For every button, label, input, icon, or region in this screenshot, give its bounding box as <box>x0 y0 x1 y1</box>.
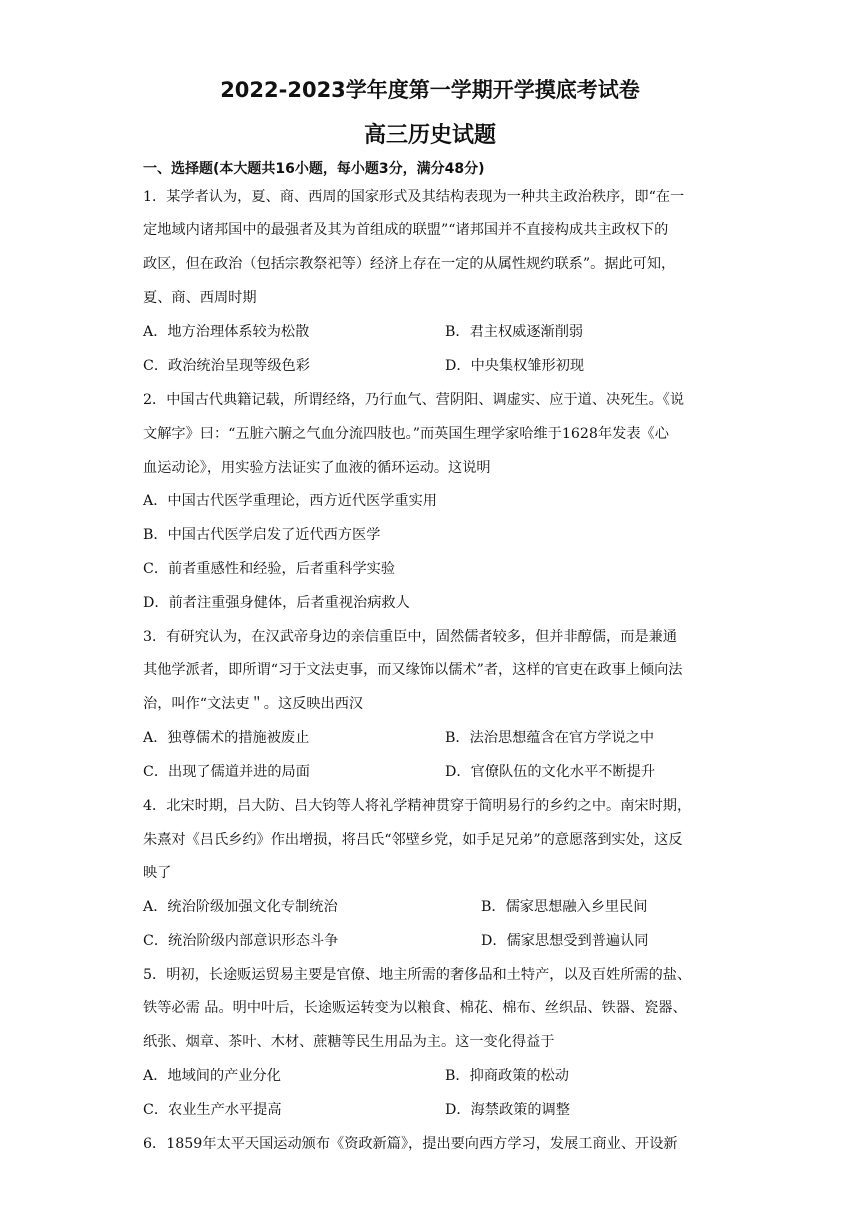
q4-option-a[interactable]: A．统治阶级加强文化专制统治 <box>143 899 338 915</box>
q5-option-b[interactable]: B．抑商政策的松动 <box>445 1068 569 1084</box>
q4-line-2: 朱熹对《吕氏乡约》作出增损，将吕氏“邻壁乡党，如手足兄弟”的意愿落到实处，这反 <box>143 832 683 848</box>
q2-line-1: 2．中国古代典籍记载，所谓经络，乃行血气、营阴阳、调虚实、应于道、决死生。《说 <box>143 392 685 408</box>
q1-option-a[interactable]: A．地方治理体系较为松散 <box>143 324 310 340</box>
q2-line-2: 文解字》曰：“五脏六腑之气血分流四肢也。”而英国生理学家哈维于1628年发表《心 <box>143 426 669 442</box>
exam-subtitle: 高三历史试题 <box>363 123 496 148</box>
q3-option-c[interactable]: C．出现了儒道并进的局面 <box>143 764 310 780</box>
q4-line-3: 映了 <box>143 865 172 881</box>
q1-line-1: 1．某学者认为，夏、商、西周的国家形式及其结构表现为一种共主政治秩序，即“在一 <box>143 189 685 205</box>
q5-option-d[interactable]: D．海禁政策的调整 <box>445 1102 570 1118</box>
q4-option-b[interactable]: B．儒家思想融入乡里民间 <box>481 899 648 915</box>
q5-line-3: 纸张、烟章、茶叶、木材、蔗糖等民生用品为主。这一变化得益于 <box>143 1034 555 1050</box>
q5-line-1: 5．明初，长途贩运贸易主要是官僚、地主所需的奢侈品和土特产，以及百姓所需的盐、 <box>143 967 692 983</box>
q1-option-d[interactable]: D．中央集权雏形初现 <box>445 358 585 374</box>
section-heading: 一、选择题(本大题共16小题，每小题3分，满分48分) <box>143 161 485 177</box>
q3-line-1: 3．有研究认为，在汉武帝身边的亲信重臣中，固然儒者较多，但并非醇儒，而是兼通 <box>143 629 677 645</box>
q1-line-2: 定地域内诸邦国中的最强者及其为首组成的联盟”“诸邦国并不直接构成共主政权下的 <box>143 222 669 238</box>
q3-option-b[interactable]: B．法治思想蕴含在官方学说之中 <box>445 730 655 746</box>
q2-option-b[interactable]: B．中国古代医学启发了近代西方医学 <box>143 527 381 543</box>
q5-option-c[interactable]: C．农业生产水平提高 <box>143 1102 282 1118</box>
q3-option-a[interactable]: A．独尊儒术的措施被废止 <box>143 730 310 746</box>
q3-option-d[interactable]: D．官僚队伍的文化水平不断提升 <box>445 764 656 780</box>
q5-option-a[interactable]: A．地域间的产业分化 <box>143 1068 281 1084</box>
exam-title: 2022-2023学年度第一学期开学摸底考试卷 <box>220 78 640 102</box>
q1-line-4: 夏、商、西周时期 <box>143 290 257 306</box>
q3-line-2: 其他学派者，即所谓“习于文法吏事，而又缘饰以儒术”者，这样的官吏在政事上倾向法 <box>143 662 683 678</box>
q2-option-d[interactable]: D．前者注重强身健体，后者重视治病救人 <box>143 595 410 611</box>
q2-line-3: 血运动论》，用实验方法证实了血液的循环运动。这说明 <box>143 460 491 476</box>
q1-line-3: 政区，但在政治（包括宗教祭祀等）经济上存在一定的从属性规约联系”。据此可知， <box>143 256 676 272</box>
q6-line-1: 6．1859年太平天国运动颁布《资政新篇》，提出要向西方学习，发展工商业、开设新 <box>143 1136 678 1152</box>
q3-line-3: 治，叫作“文法吏＂。这反映出西汉 <box>143 696 364 712</box>
q2-option-a[interactable]: A．中国古代医学重理论，西方近代医学重实用 <box>143 493 437 509</box>
q2-option-c[interactable]: C．前者重感性和经验，后者重科学实验 <box>143 561 396 577</box>
q4-option-d[interactable]: D．儒家思想受到普遍认同 <box>481 933 649 949</box>
q1-option-c[interactable]: C．政治统治呈现等级色彩 <box>143 358 310 374</box>
q1-option-b[interactable]: B．君主权威逐渐削弱 <box>445 324 584 340</box>
q4-line-1: 4．北宋时期，吕大防、吕大钧等人将礼学精神贯穿于简明易行的乡约之中。南宋时期， <box>143 798 692 814</box>
q4-option-c[interactable]: C．统治阶级内部意识形态斗争 <box>143 933 339 949</box>
q5-line-2: 铁等必需 品。明中叶后，长途贩运转变为以粮食、棉花、棉布、丝织品、铁器、瓷器、 <box>143 1000 687 1016</box>
